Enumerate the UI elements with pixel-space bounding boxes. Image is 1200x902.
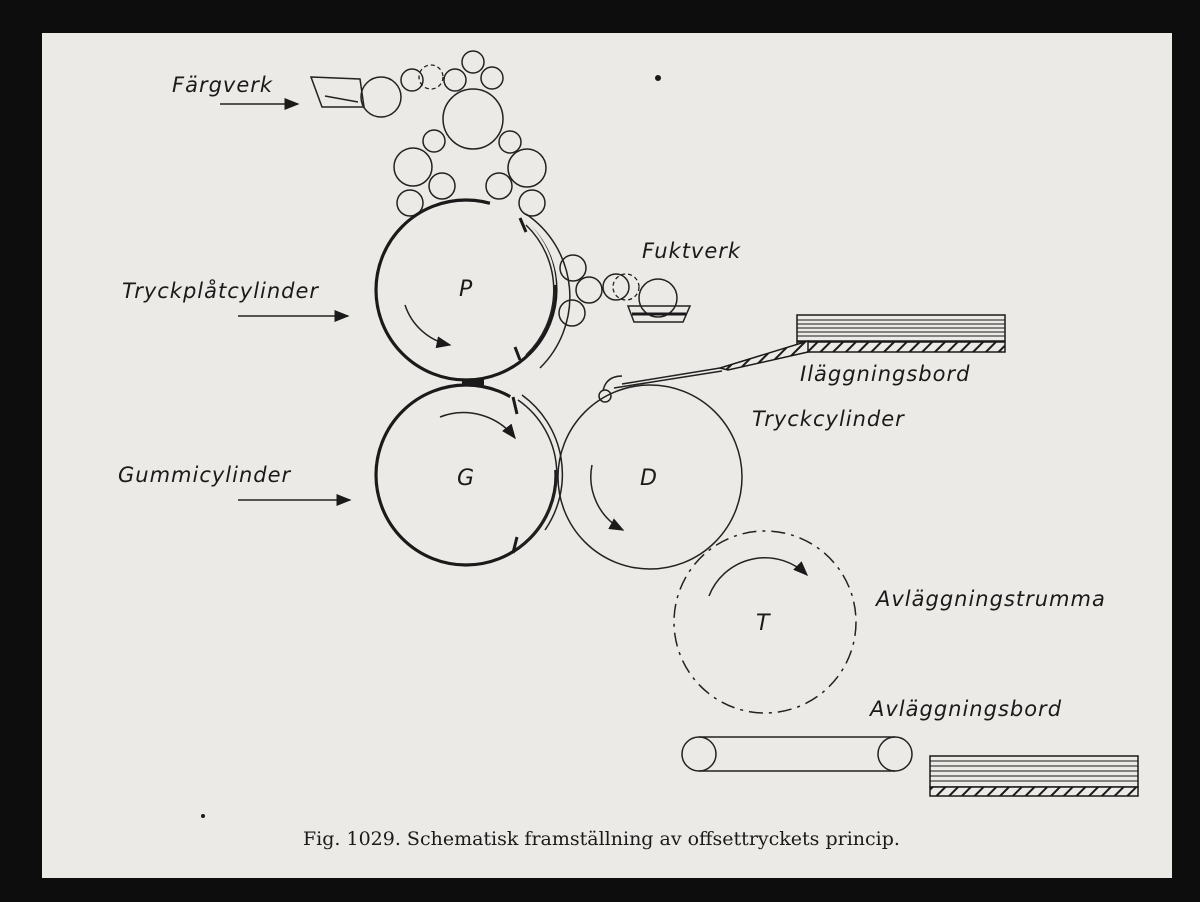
label-avlaggningsbord: Avläggningsbord — [870, 697, 1063, 721]
label-fargverk: Färgverk — [172, 73, 274, 97]
cylinder-letter-p: P — [459, 277, 473, 302]
label-tryckcylinder: Tryckcylinder — [752, 407, 905, 431]
delivery-table — [930, 756, 1138, 796]
nip-marker — [462, 379, 484, 385]
figure-caption: Fig. 1029. Schematisk framställning av offsettryckets princip. — [303, 828, 900, 850]
label-gummicylinder: Gummicylinder — [118, 463, 292, 487]
cylinder-letter-t: T — [756, 611, 770, 636]
speck — [655, 75, 661, 81]
label-fuktverk: Fuktverk — [642, 239, 742, 263]
label-tryckplatcylinder: Tryckplåtcylinder — [122, 279, 320, 303]
cylinder-letter-d: D — [640, 466, 657, 491]
cylinder-letter-g: G — [457, 466, 475, 491]
label-avlaggningstrumma: Avläggningstrumma — [876, 587, 1106, 611]
paper-background — [42, 33, 1172, 878]
label-illaggningsbord: Iläggningsbord — [800, 362, 971, 386]
speck — [201, 814, 205, 818]
